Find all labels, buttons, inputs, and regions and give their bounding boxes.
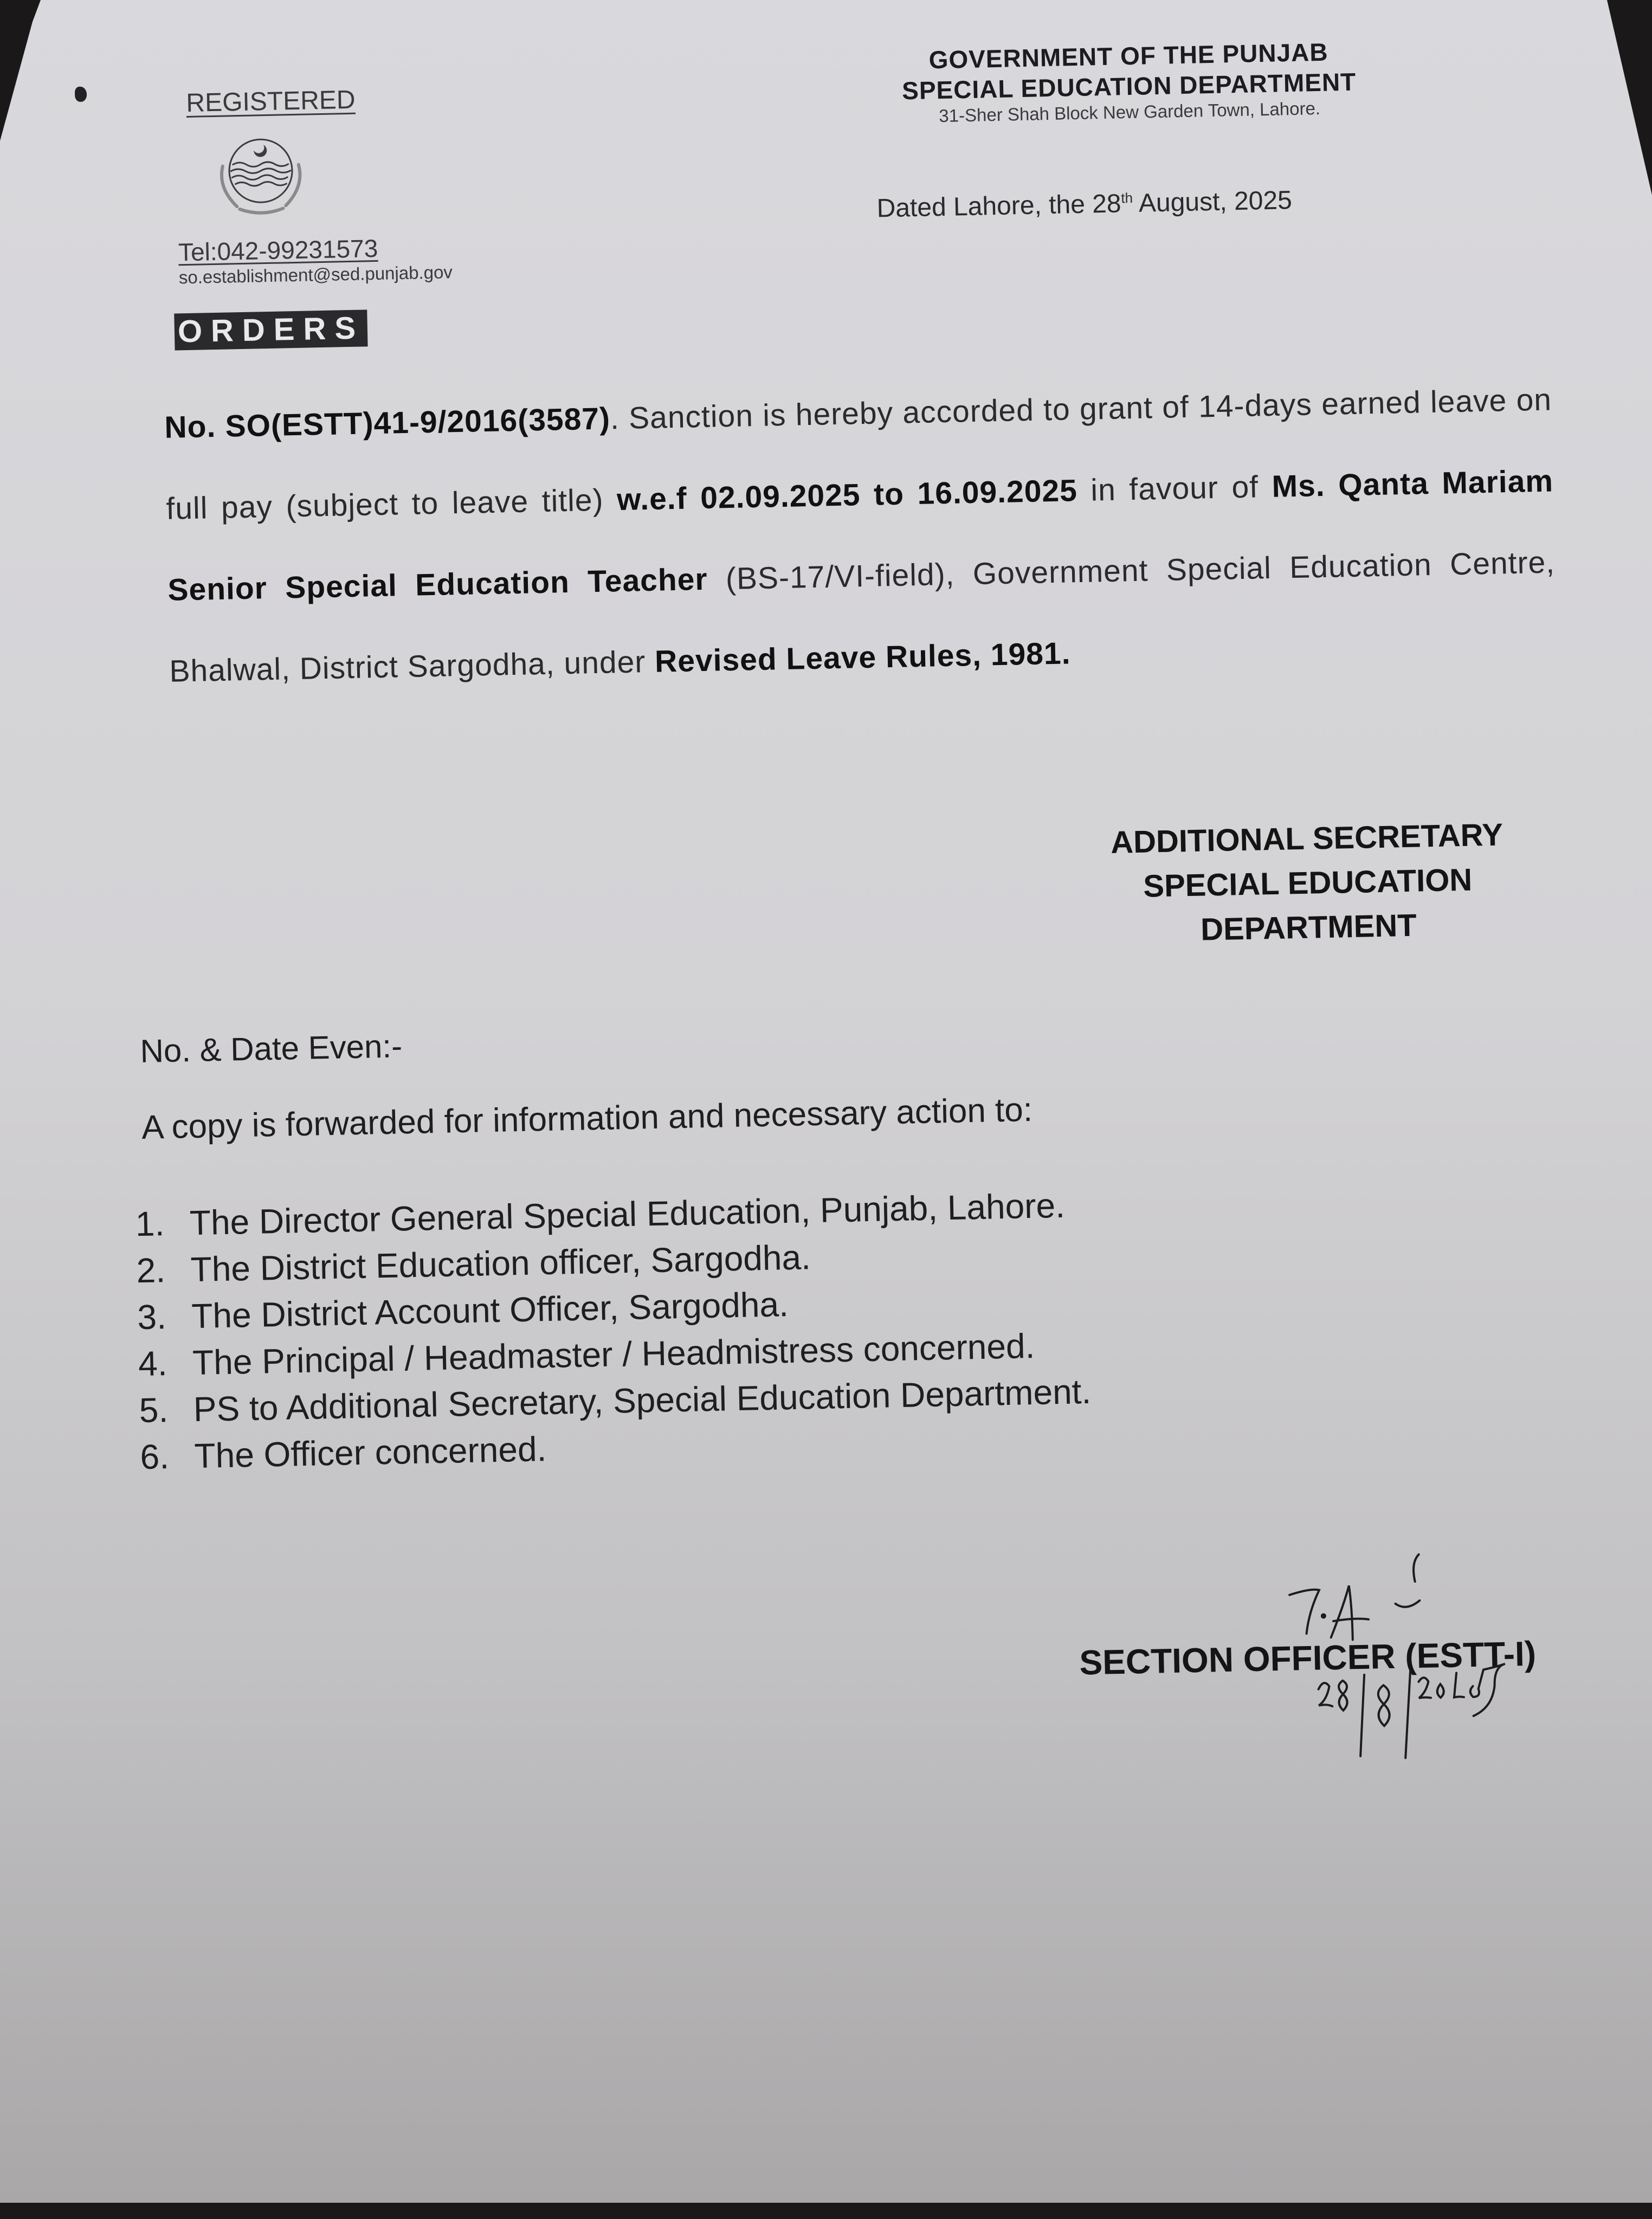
list-number: 5. bbox=[139, 1390, 169, 1430]
dated-line bbox=[876, 185, 1292, 223]
recipient-text: The District Account Officer, Sargodha. bbox=[191, 1285, 789, 1336]
dated-rest: August, 2025 bbox=[1132, 186, 1293, 218]
signatory-block bbox=[1046, 811, 1569, 955]
leave-rules: Revised Leave Rules, 1981. bbox=[654, 636, 1072, 679]
dated-suffix: th bbox=[1121, 189, 1133, 207]
order-number: No. SO(ESTT)41-9/2016(3587) bbox=[164, 401, 611, 445]
punjab-emblem-icon bbox=[189, 126, 332, 227]
government-name: GOVERNMENT OF THE PUNJAB bbox=[928, 37, 1329, 74]
forwarded-line: A copy is forwarded for information and necessary action to: bbox=[141, 1091, 1033, 1146]
list-number: 6. bbox=[139, 1437, 170, 1477]
recipient-text: The Officer concerned. bbox=[193, 1429, 547, 1476]
order-text: (BS-17/VI-field), Government Special Education Centre, Bhalwal, District Sargodha, under bbox=[169, 545, 1556, 689]
email-address: so.establishment@sed.punjab.gov bbox=[178, 262, 453, 288]
orders-banner: ORDERS bbox=[174, 309, 367, 350]
list-number: 3. bbox=[137, 1297, 167, 1337]
list-number: 2. bbox=[135, 1250, 166, 1291]
recipients-list bbox=[135, 1182, 1093, 1480]
list-number: 1. bbox=[135, 1204, 165, 1244]
recipient-text: The Director General Special Education, Punjab, Lahore. bbox=[189, 1185, 1066, 1243]
department-address: 31-Sher Shah Block New Garden Town, Lahore. bbox=[938, 98, 1321, 126]
recipient-text: The District Education officer, Sargodha. bbox=[190, 1237, 811, 1289]
handwritten-initials-icon bbox=[1277, 1543, 1442, 1644]
signatory-department-suffix: DEPARTMENT bbox=[1200, 907, 1417, 947]
signatory-title: ADDITIONAL SECRETARY bbox=[1110, 817, 1503, 860]
employee-name: Ms. Qanta Mariam Senior Special Education Teacher bbox=[167, 463, 1554, 608]
list-number: 4. bbox=[138, 1344, 168, 1384]
no-date-even: No. & Date Even:- bbox=[139, 1028, 403, 1069]
signatory-department: SPECIAL EDUCATION bbox=[1143, 862, 1473, 904]
order-text: . Sanction is hereby accorded to grant of 14-days earned leave on full pay (subject to leave title) bbox=[165, 382, 1552, 526]
ink-blot bbox=[75, 87, 87, 102]
registered-label: REGISTERED bbox=[185, 85, 356, 118]
leave-dates: w.e.f 02.09.2025 to 16.09.2025 bbox=[616, 473, 1078, 518]
order-paragraph bbox=[164, 359, 1558, 712]
recipient-text: PS to Additional Secretary, Special Education Department. bbox=[193, 1371, 1092, 1429]
government-header bbox=[830, 35, 1428, 128]
order-text: in favour of bbox=[1077, 469, 1273, 508]
department-name: SPECIAL EDUCATION DEPARTMENT bbox=[901, 67, 1357, 105]
dated-prefix: Dated Lahore, the 28 bbox=[876, 189, 1122, 223]
recipient-text: The Principal / Headmaster / Headmistress concerned. bbox=[192, 1326, 1035, 1383]
handwritten-date-icon bbox=[1307, 1660, 1553, 1773]
telephone-number: Tel:042-99231573 bbox=[178, 234, 378, 267]
section-officer-title: SECTION OFFICER (ESTT-I) bbox=[1079, 1634, 1537, 1682]
